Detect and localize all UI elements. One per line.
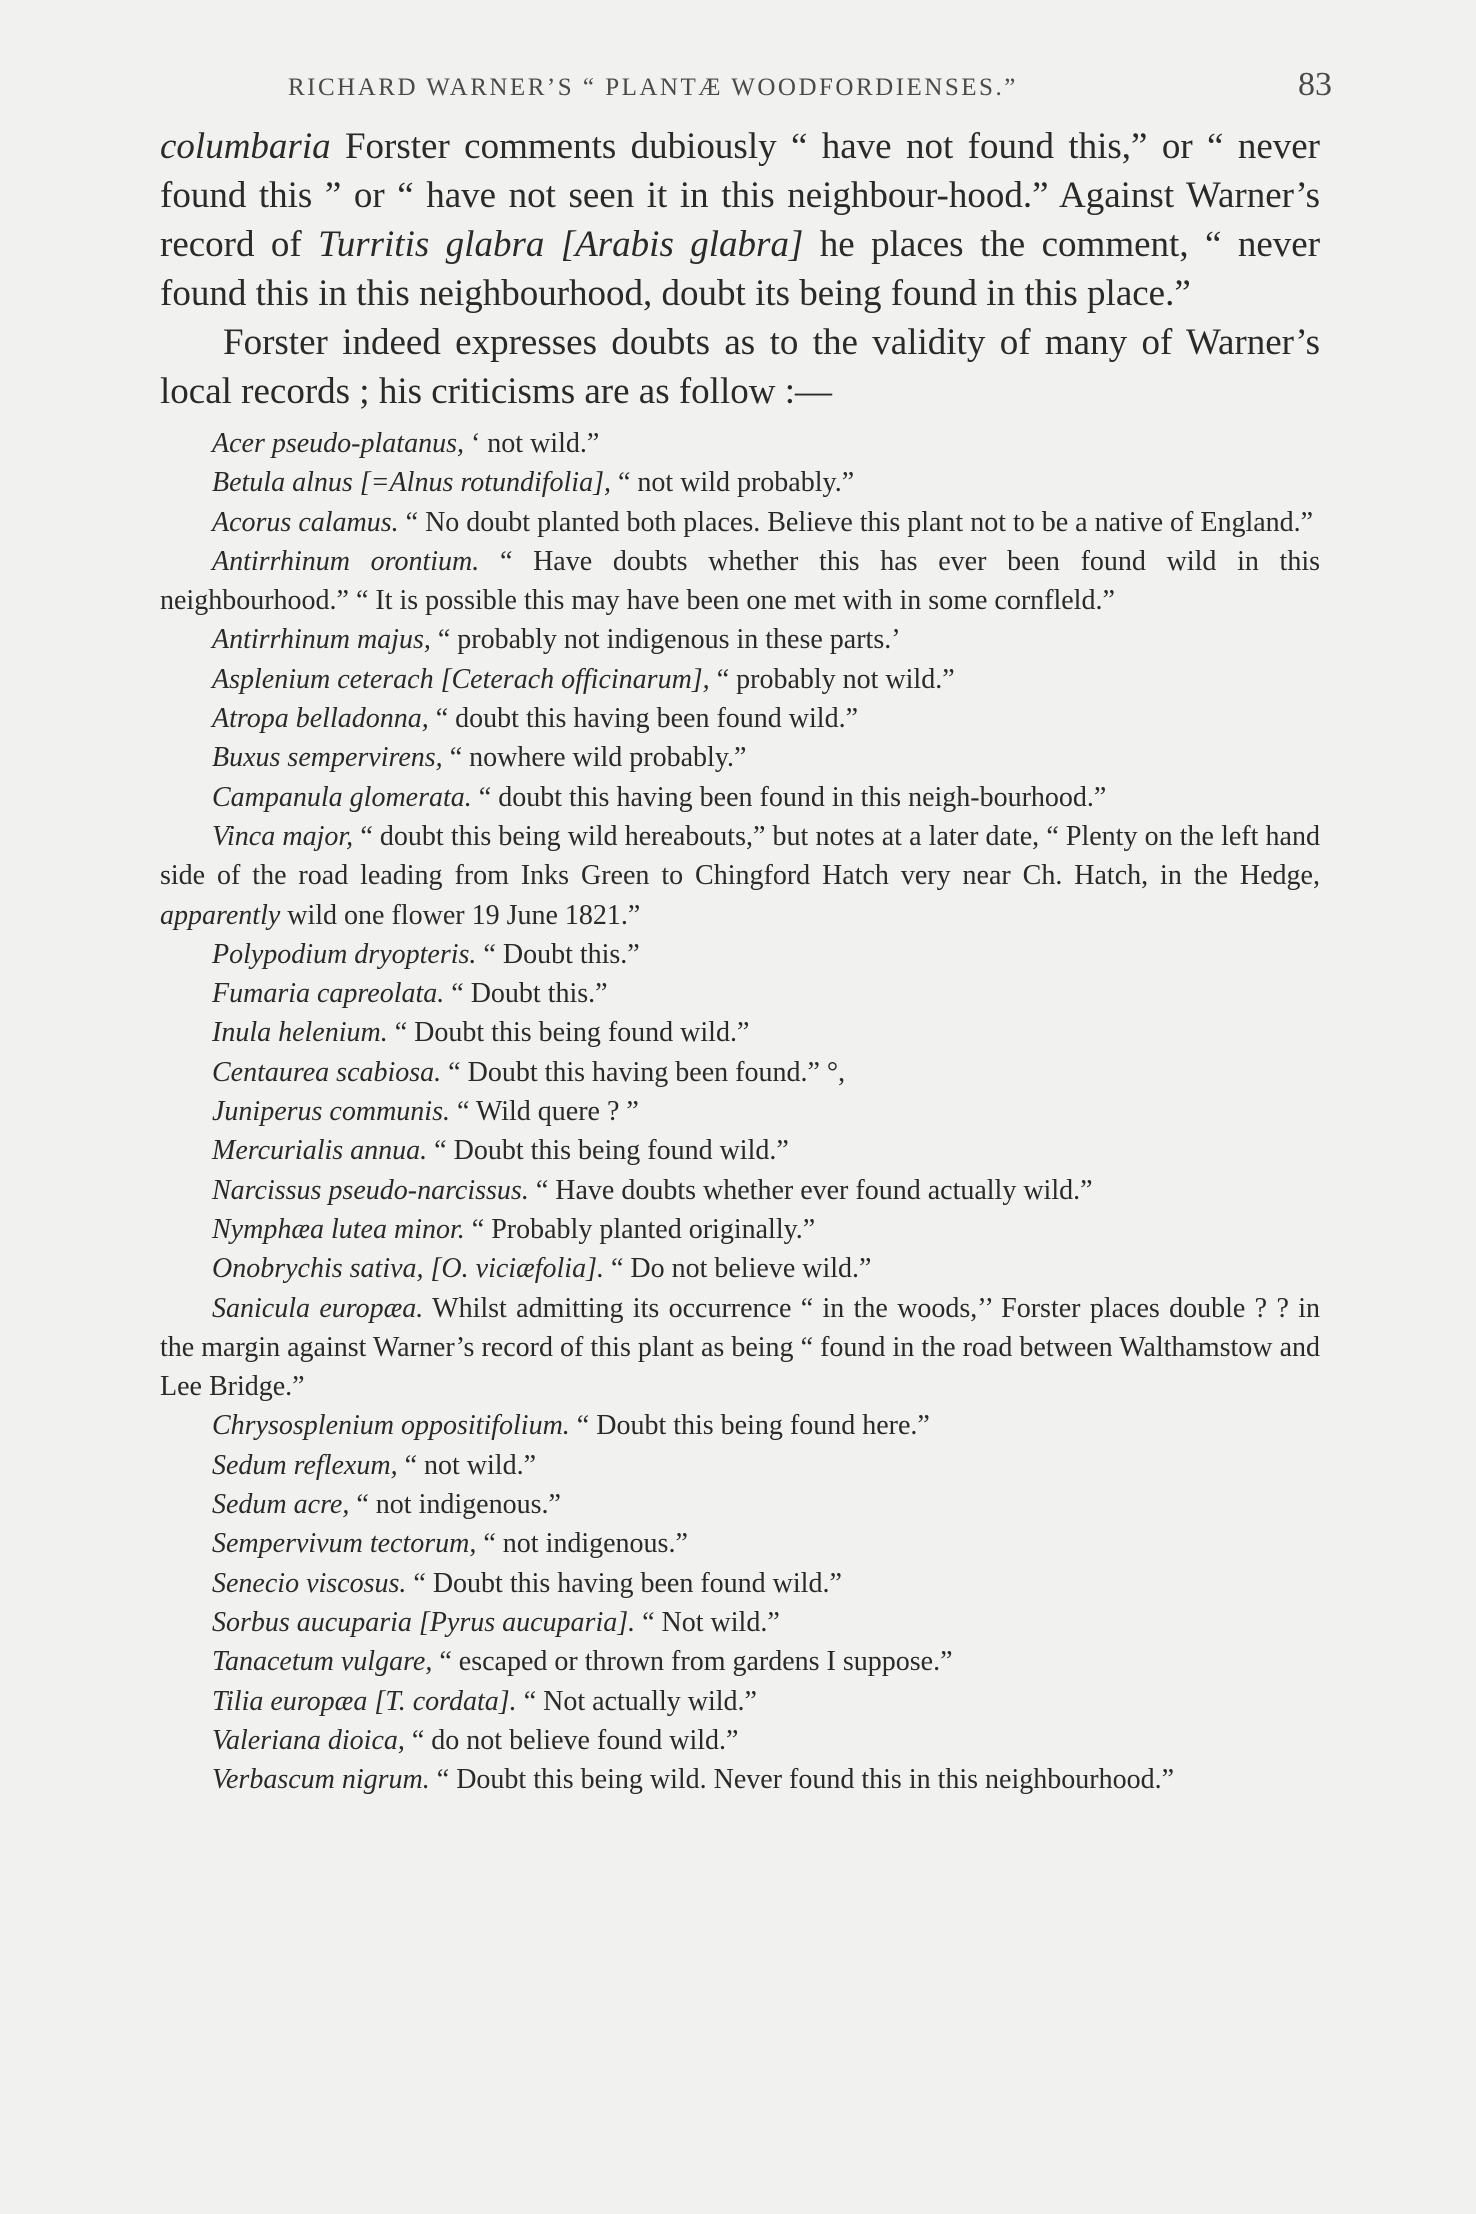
species-name: Acer pseudo-platanus,: [212, 428, 464, 459]
list-item: [160, 935, 1320, 974]
species-name: Fumaria capreolata.: [212, 978, 445, 1010]
species-name: Tanacetum vulgare,: [212, 1646, 433, 1678]
species-name: Acorus calamus.: [212, 506, 399, 538]
criticisms-list: [160, 424, 1320, 1799]
species-name: Polypodium dryopteris.: [212, 938, 477, 970]
species-name: Sorbus aucuparia [Pyrus aucuparia].: [212, 1606, 636, 1638]
entry-note: “ doubt this having been found in this neigh-bourhood.”: [471, 781, 1107, 813]
paragraph-text: he places the comment, “ never found this in this neighbourhood, doubt its being found in this place.”: [160, 224, 1321, 314]
species-name: Sedum reflexum,: [212, 1449, 398, 1481]
list-item: [160, 1092, 1320, 1131]
species-name: columbaria: [160, 126, 331, 167]
entry-note: “ Doubt this.”: [444, 978, 608, 1010]
entry-note: “ not wild probably.”: [611, 467, 855, 499]
species-name: Nymphæa lutea minor.: [212, 1213, 465, 1245]
species-name: Verbascum nigrum.: [212, 1764, 430, 1796]
list-item: [160, 699, 1320, 738]
entry-note: “ not indigenous.”: [476, 1528, 688, 1560]
entry-note: ‘ not wild.”: [463, 428, 600, 459]
list-item: [160, 1603, 1320, 1642]
entry-note: “ Have doubts whether this has ever been found wild in this neighbourhood.” “ It is possible this may have been one met with in some cornfleld.”: [160, 545, 1320, 617]
emphasis-word: apparently: [160, 899, 281, 931]
species-name: Turritis glabra [Arabis glabra]: [318, 224, 804, 265]
species-name: Sanicula europæa.: [212, 1292, 424, 1324]
list-item: [160, 778, 1320, 817]
species-name: Asplenium ceterach [Ceterach officinarum],: [212, 663, 710, 695]
list-item: [160, 1013, 1320, 1052]
species-name: Atropa belladonna,: [212, 703, 429, 735]
entry-note: “ not wild.”: [397, 1449, 536, 1481]
entry-note: “ Doubt this having been found.” °,: [441, 1056, 846, 1088]
species-name: Vinca major,: [212, 820, 354, 852]
entry-note: “ Doubt this being found wild.”: [387, 1017, 750, 1049]
paragraph-1: [160, 122, 1320, 318]
list-item: [160, 1249, 1320, 1288]
entry-note: “ not indigenous.”: [349, 1489, 561, 1521]
entry-note: “ Doubt this being found wild.”: [427, 1135, 789, 1167]
species-name: Senecio viscosus.: [212, 1567, 407, 1599]
entry-note: “ probably not indigenous in these parts.’: [430, 624, 901, 656]
species-name: Betula alnus [=Alnus rotundifolia],: [212, 467, 611, 499]
entry-note: “ probably not wild.”: [709, 663, 955, 695]
list-item: [160, 1682, 1320, 1721]
species-name: Inula helenium.: [212, 1017, 388, 1049]
species-name: Narcissus pseudo-narcissus.: [212, 1174, 529, 1206]
page-number: 83: [1298, 66, 1332, 103]
species-name: Campanula glomerata.: [212, 781, 472, 813]
entry-note: “ escaped or thrown from gardens I suppose.”: [432, 1646, 953, 1678]
list-item: [160, 1760, 1320, 1799]
entry-note: wild one flower 19 June 1821.”: [280, 899, 641, 931]
entry-note: “ Doubt this.”: [476, 938, 640, 970]
species-name: Centaurea scabiosa.: [212, 1056, 442, 1088]
entry-note: “ Not actually wild.”: [516, 1685, 757, 1717]
species-name: Mercurialis annua.: [212, 1135, 428, 1167]
paragraph-text: Forster comments dubiously “ have not found this,” or “ never found this ” or “ have not seen it in this neighbour-hood.” Against Warner’s record of: [160, 126, 1320, 265]
list-item: [160, 1210, 1320, 1249]
list-item: [160, 1053, 1320, 1092]
list-item: [160, 1171, 1320, 1210]
entry-note: “ Not wild.”: [635, 1606, 780, 1638]
list-item: [160, 1524, 1320, 1563]
list-item: [160, 660, 1320, 699]
entry-note: “ nowhere wild probably.”: [442, 742, 747, 774]
entry-note: “ Wild quere ? ”: [449, 1096, 639, 1128]
list-item: [160, 1131, 1320, 1170]
species-name: Buxus sempervirens,: [212, 742, 443, 774]
list-item: [160, 542, 1320, 621]
paragraph-text: Forster indeed expresses doubts as to the validity of many of Warner’s local records ; his criticisms are as follow :—: [160, 322, 1320, 412]
entry-note: “ doubt this being wild hereabouts,” but notes at a later date, “ Plenty on the left hand side of the road leading from Inks Green to Chingford Hatch very near Ch. Hatch, in the Hedge,: [160, 820, 1320, 892]
running-title: RICHARD WARNER’S “ PLANTÆ WOODFORDIENSES.”: [288, 74, 1018, 101]
list-item: [160, 1289, 1320, 1407]
list-item: [160, 424, 1320, 463]
entry-note: Whilst admitting its occurrence “ in the woods,’’ Forster places double ? ? in the margin against Warner’s record of this plant as being “ found in the road between Walthamstow and Lee Bridge.”: [160, 1292, 1320, 1403]
entry-note: “ doubt this having been found wild.”: [428, 703, 858, 735]
species-name: Valeriana dioica,: [212, 1724, 405, 1756]
list-item: [160, 1721, 1320, 1760]
entry-note: “ do not believe found wild.”: [404, 1724, 739, 1756]
species-name: Chrysosplenium oppositifolium.: [212, 1410, 570, 1442]
list-item: [160, 503, 1320, 542]
species-name: Antirrhinum majus,: [212, 624, 431, 656]
entry-note: “ Have doubts whether ever found actually wild.”: [528, 1174, 1093, 1206]
list-item: [160, 738, 1320, 777]
list-item: [160, 1485, 1320, 1524]
species-name: Sempervivum tectorum,: [212, 1528, 477, 1560]
entry-note: “ Probably planted originally.”: [464, 1213, 816, 1245]
entry-note: “ Doubt this being found here.”: [569, 1410, 930, 1442]
list-item: [160, 1564, 1320, 1603]
species-name: Antirrhinum orontium.: [212, 545, 480, 577]
list-item: [160, 974, 1320, 1013]
entry-note: “ Doubt this being wild. Never found this in this neighbourhood.”: [429, 1764, 1175, 1796]
species-name: Onobrychis sativa, [O. viciæfolia].: [212, 1253, 604, 1285]
running-header: [160, 62, 1332, 122]
entry-note: “ Do not believe wild.”: [603, 1253, 872, 1285]
book-page: [160, 62, 1332, 1799]
list-item: [160, 1446, 1320, 1485]
paragraph-2: [160, 318, 1320, 416]
list-item: [160, 620, 1320, 659]
list-item: [160, 1406, 1320, 1445]
list-item: [160, 817, 1320, 935]
list-item: [160, 463, 1320, 502]
species-name: Juniperus communis.: [212, 1096, 450, 1128]
list-item: [160, 1642, 1320, 1681]
entry-note: “ Doubt this having been found wild.”: [406, 1567, 842, 1599]
entry-note: “ No doubt planted both places. Believe this plant not to be a native of England.”: [398, 506, 1314, 538]
species-name: Tilia europæa [T. cordata].: [212, 1685, 517, 1717]
species-name: Sedum acre,: [212, 1489, 350, 1521]
